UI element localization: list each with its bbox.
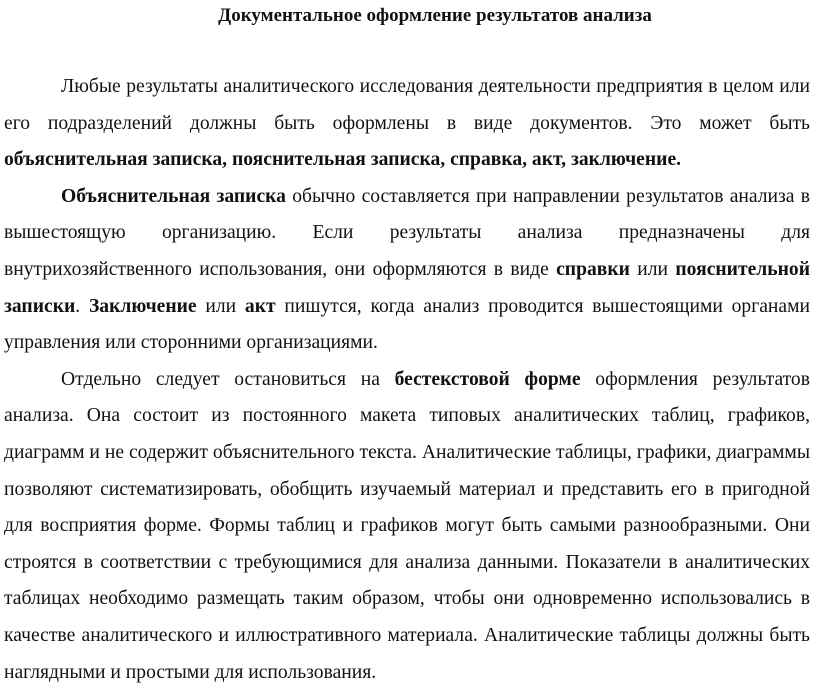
paragraph-1 [4,69,810,179]
paragraph-2 [4,179,810,362]
paragraph-2-text-3: . [75,295,89,317]
paragraph-2-text-5: пишутся, когда анализ проводится вышестоящими органами управления или сторонними организациями. [4,295,810,354]
paragraph-2-text-1: обычно составляется при направлении результатов анализа в вышестоящую организацию. Если результаты анализа предназначены для внутрихозяйственного использования, они оформляются в виде [4,185,810,280]
paragraph-1-text-1: Любые результаты аналитического исследования деятельности предприятия в целом или его подразделений должны быть оформлены в виде документов. Это может быть [4,76,810,134]
paragraph-2-text-4: или [196,295,245,317]
paragraph-2-bold-1: Объяснительная записка [61,185,286,207]
document-title: Документальное оформление результатов анализа [218,5,652,26]
paragraph-2-bold-5: акт [244,295,276,317]
paragraph-2-bold-4: Заключение [88,295,197,317]
paragraph-1-bold-1: объяснительная записка, пояснительная записка, справка, акт, заключение. [4,149,682,171]
paragraph-2-bold-3: пояснительной записки [4,258,811,317]
paragraph-2-text-2: или [629,258,676,280]
paragraph-3-bold-1: бестекстовой форме [394,368,581,390]
paragraph-3-text-1: Отдельно следует остановиться на [61,368,395,390]
paragraph-2-bold-2: справки [556,258,630,280]
paragraph-3-text-2: оформления результатов анализа. Она состоит из постоянного макета типовых аналитических таблиц, графиков, диаграмм и не содержит объяснительного текста. Аналитические таблицы, графики, диаграммы позволяют систематизировать, обобщить изучаемый материал и представить его в пригодной для восприятия форме. Формы таблиц и графиков могут быть самыми разнообразными. Они строятся в соответствии с требующимися для анализа данными. Показатели в аналитических таблицах необходимо размещать таким образом, чтобы они одновременно использовались в качестве аналитического и иллюстративного материала. Аналитические таблицы должны быть наглядными и простыми для использования. [4,368,810,683]
document-body [4,69,810,691]
paragraph-3 [4,362,810,691]
